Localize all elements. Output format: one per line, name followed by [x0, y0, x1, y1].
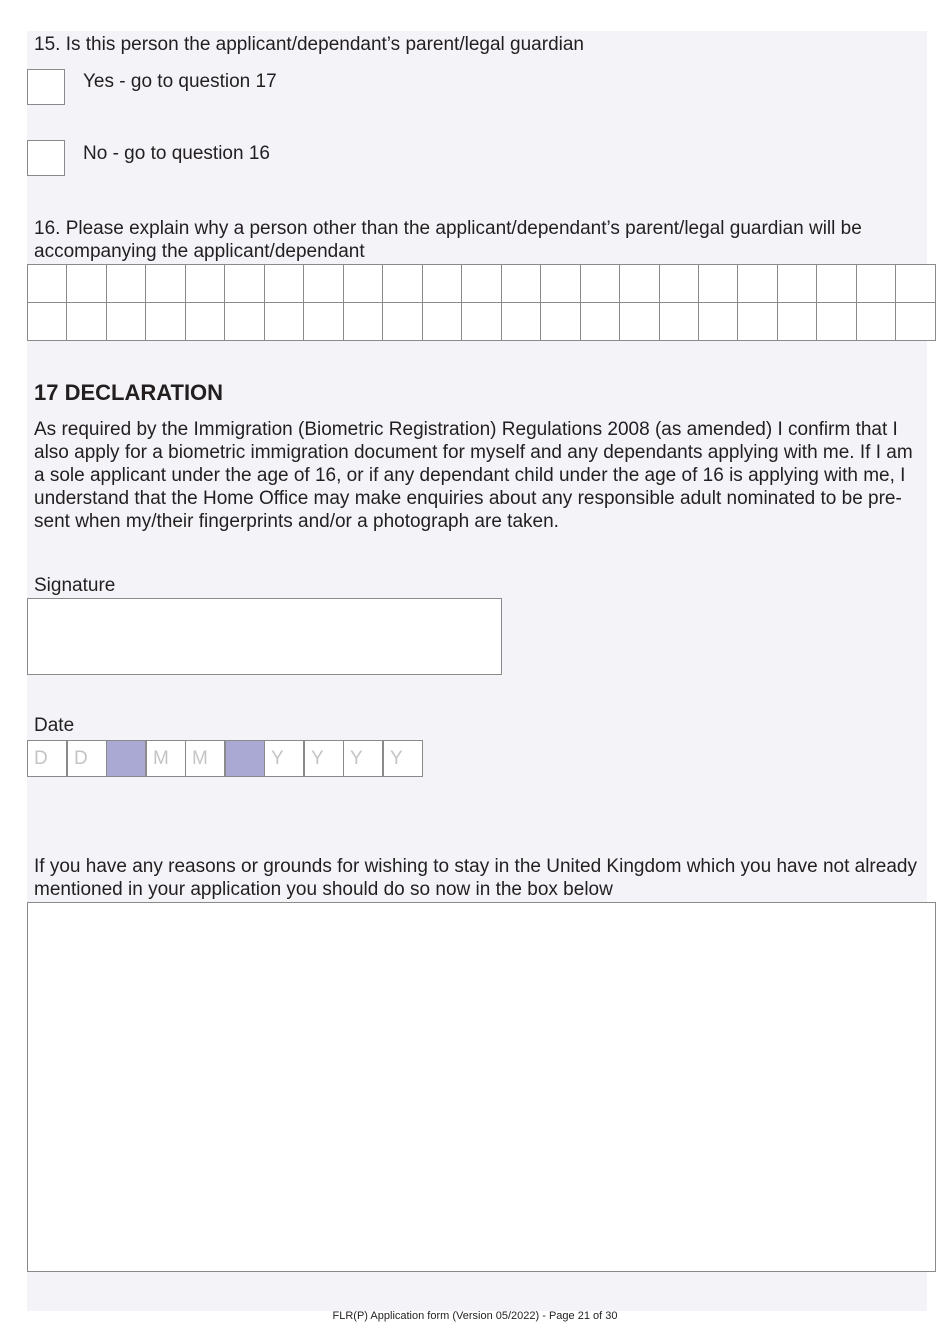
- answer-grid-cell[interactable]: [541, 303, 580, 341]
- answer-grid-cell[interactable]: [580, 265, 619, 303]
- signature-label: Signature: [34, 575, 116, 596]
- no-option-label: No - go to question 16: [83, 143, 270, 164]
- answer-grid-cell[interactable]: [659, 303, 698, 341]
- answer-grid-cell[interactable]: [659, 265, 698, 303]
- signature-field[interactable]: [27, 598, 502, 675]
- date-year-cell-2[interactable]: Y: [304, 740, 344, 777]
- question-16-answer-grid[interactable]: [27, 264, 936, 341]
- answer-grid-cell[interactable]: [698, 265, 737, 303]
- date-day-cell-1[interactable]: D: [27, 740, 67, 777]
- answer-grid-cell[interactable]: [896, 303, 936, 341]
- answer-grid-cell[interactable]: [106, 265, 145, 303]
- date-separator: [225, 740, 265, 777]
- answer-grid-row: [28, 265, 936, 303]
- answer-grid-cell[interactable]: [817, 265, 856, 303]
- answer-grid-cell[interactable]: [304, 265, 343, 303]
- answer-grid-cell[interactable]: [817, 303, 856, 341]
- answer-grid-cell[interactable]: [106, 303, 145, 341]
- question-16-line-1: 16. Please explain why a person other than the applicant/dependant’s parent/legal guardian will be: [34, 218, 862, 239]
- answer-grid-cell[interactable]: [264, 303, 303, 341]
- date-year-cell-4[interactable]: Y: [383, 740, 423, 777]
- answer-grid-cell[interactable]: [422, 265, 461, 303]
- answer-grid-cell[interactable]: [146, 265, 185, 303]
- date-day-cell-2[interactable]: D: [67, 740, 107, 777]
- answer-grid-cell[interactable]: [856, 303, 895, 341]
- answer-grid-cell[interactable]: [501, 303, 540, 341]
- answer-grid-cell[interactable]: [343, 303, 382, 341]
- answer-grid-cell[interactable]: [67, 265, 106, 303]
- declaration-line-4: understand that the Home Office may make enquiries about any responsible adult nominated to be pre-: [34, 488, 902, 509]
- answer-grid-cell[interactable]: [264, 265, 303, 303]
- answer-grid-cell[interactable]: [225, 303, 264, 341]
- declaration-line-1: As required by the Immigration (Biometric Registration) Regulations 2008 (as amended) I confirm that I: [34, 419, 898, 440]
- reasons-prompt-line-1: If you have any reasons or grounds for wishing to stay in the United Kingdom which you have not already: [34, 856, 917, 877]
- reasons-textbox[interactable]: [27, 902, 936, 1272]
- answer-grid-cell[interactable]: [777, 303, 816, 341]
- answer-grid-cell[interactable]: [343, 265, 382, 303]
- date-separator: [106, 740, 146, 777]
- yes-option-label: Yes - go to question 17: [83, 71, 277, 92]
- answer-grid-cell[interactable]: [620, 303, 659, 341]
- answer-grid-cell[interactable]: [185, 303, 224, 341]
- declaration-line-3: a sole applicant under the age of 16, or if any dependant child under the age of 16 is applying with me, I: [34, 465, 906, 486]
- answer-grid-cell[interactable]: [28, 265, 67, 303]
- answer-grid-cell[interactable]: [580, 303, 619, 341]
- answer-grid-cell[interactable]: [225, 265, 264, 303]
- date-month-cell-2[interactable]: M: [185, 740, 225, 777]
- question-15: 15. Is this person the applicant/dependant’s parent/legal guardian: [34, 34, 584, 55]
- date-month-cell-1[interactable]: M: [146, 740, 186, 777]
- answer-grid-cell[interactable]: [777, 265, 816, 303]
- answer-grid-cell[interactable]: [67, 303, 106, 341]
- answer-grid-cell[interactable]: [896, 265, 936, 303]
- answer-grid-cell[interactable]: [698, 303, 737, 341]
- answer-grid-cell[interactable]: [383, 265, 422, 303]
- answer-grid-cell[interactable]: [462, 265, 501, 303]
- answer-grid-cell[interactable]: [856, 265, 895, 303]
- question-16-line-2: accompanying the applicant/dependant: [34, 241, 365, 262]
- declaration-line-2: also apply for a biometric immigration document for myself and any dependants applying with me. If I am: [34, 442, 913, 463]
- answer-grid-cell[interactable]: [185, 265, 224, 303]
- yes-checkbox[interactable]: [27, 69, 65, 105]
- answer-grid-cell[interactable]: [738, 265, 777, 303]
- declaration-line-5: sent when my/their fingerprints and/or a photograph are taken.: [34, 511, 559, 532]
- page-footer: FLR(P) Application form (Version 05/2022) - Page 21 of 30: [332, 1310, 618, 1322]
- date-year-cell-1[interactable]: Y: [264, 740, 304, 777]
- reasons-prompt-line-2: mentioned in your application you should do so now in the box below: [34, 879, 613, 900]
- answer-grid-cell[interactable]: [541, 265, 580, 303]
- answer-grid-cell[interactable]: [383, 303, 422, 341]
- answer-grid-cell[interactable]: [738, 303, 777, 341]
- answer-grid-cell[interactable]: [620, 265, 659, 303]
- answer-grid-cell[interactable]: [28, 303, 67, 341]
- answer-grid-cell[interactable]: [304, 303, 343, 341]
- no-checkbox[interactable]: [27, 140, 65, 176]
- declaration-heading: 17 DECLARATION: [34, 380, 224, 405]
- answer-grid-cell[interactable]: [462, 303, 501, 341]
- answer-grid-row: [28, 303, 936, 341]
- date-label: Date: [34, 715, 75, 736]
- answer-grid-cell[interactable]: [422, 303, 461, 341]
- answer-grid-cell[interactable]: [501, 265, 540, 303]
- answer-grid-cell[interactable]: [146, 303, 185, 341]
- date-year-cell-3[interactable]: Y: [343, 740, 383, 777]
